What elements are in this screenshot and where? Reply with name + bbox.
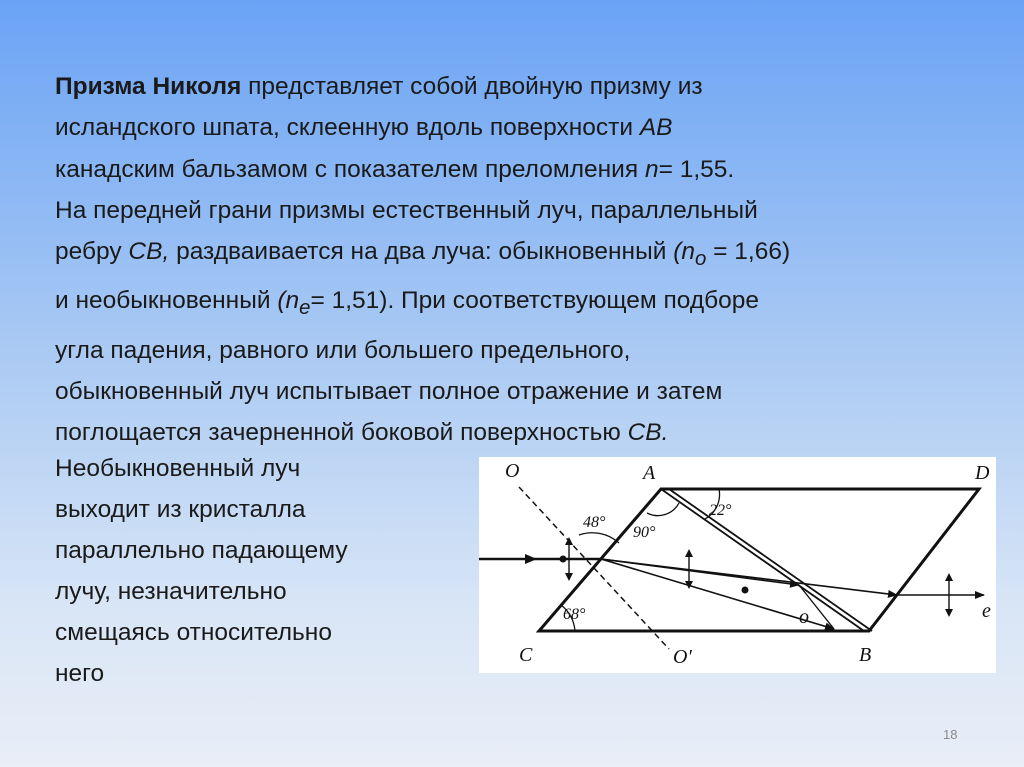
- label-ordinary: o: [799, 606, 809, 628]
- label-a: A: [643, 462, 656, 484]
- text-line-7: угла падения, равного или большего предельного,: [55, 336, 631, 364]
- balsam-line-1: [661, 489, 864, 631]
- text-line-5b: раздваивается на два луча: обыкновенный: [169, 238, 674, 266]
- angle-48-label: 48°: [583, 514, 606, 531]
- slide-number: 18: [943, 727, 958, 742]
- ordinary-dot: [742, 587, 749, 594]
- angle-22-label: 22°: [709, 502, 732, 519]
- side-line-4: лучу, незначительно: [55, 578, 287, 605]
- side-line-3: параллельно падающему: [55, 537, 348, 564]
- ordinary-ray: [601, 559, 799, 585]
- label-o-top: O: [505, 460, 520, 482]
- incident-arrowhead: [525, 554, 537, 564]
- text-line-8: обыкновенный луч испытывает полное отражение и затем: [55, 377, 723, 405]
- prism-svg: [479, 457, 996, 673]
- symbol-ne: (n: [277, 287, 300, 315]
- edge-cb-end: СВ.: [627, 419, 669, 447]
- side-line-5: смещаясь относительно: [55, 619, 332, 646]
- normal-line: [519, 487, 669, 649]
- angle-90-label: 90°: [633, 524, 656, 541]
- nicol-prism-diagram: [479, 457, 996, 673]
- text-line-3: канадским бальзамом с показателем преломления: [55, 155, 645, 183]
- incident-dot: [560, 556, 567, 563]
- label-b: B: [859, 644, 872, 666]
- side-paragraph: [55, 448, 455, 694]
- label-c: C: [519, 644, 533, 666]
- text-line-2: исландского шпата, склеенную вдоль поверхности: [55, 114, 640, 142]
- side-line-2: выходит из кристалла: [55, 496, 306, 523]
- label-d: D: [975, 462, 990, 484]
- subscript-e: e: [299, 297, 311, 320]
- ne-value: = 1,51). При соответствующем подборе: [310, 287, 760, 315]
- text-line-4: На передней грани призмы естественный луч, параллельный: [55, 196, 758, 224]
- label-o-prime: O′: [673, 646, 692, 668]
- text-line-1: представляет собой двойную призму из: [241, 73, 703, 100]
- side-line-1: Необыкновенный луч: [55, 455, 301, 482]
- angle-arc-48: [579, 533, 619, 543]
- refraction-value: = 1,55.: [658, 155, 735, 183]
- text-line-5: ребру: [55, 238, 129, 266]
- subscript-o: o: [695, 248, 707, 271]
- label-extraordinary: e: [982, 600, 991, 622]
- term-nicol-prism: Призма Николя: [55, 73, 242, 100]
- main-paragraph: [55, 66, 985, 453]
- edge-cb: СВ,: [128, 238, 170, 266]
- text-line-6: и необыкновенный: [55, 287, 278, 315]
- angle-68-label: 68°: [563, 606, 586, 623]
- side-line-6: него: [55, 660, 105, 687]
- angle-arc-90: [647, 503, 679, 516]
- surface-ab: АВ: [639, 114, 673, 142]
- symbol-no: (n: [673, 238, 695, 266]
- text-line-9: поглощается зачерненной боковой поверхностью: [55, 419, 628, 447]
- symbol-n: n: [644, 155, 659, 183]
- no-value: = 1,66): [706, 238, 791, 266]
